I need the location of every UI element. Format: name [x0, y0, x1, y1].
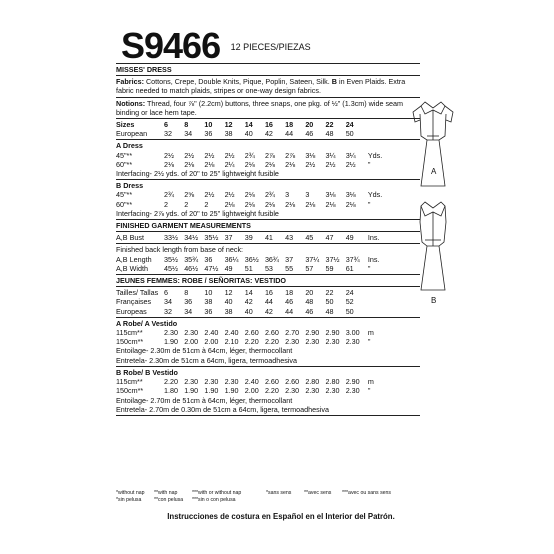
- row-label: 115cm**: [116, 328, 143, 338]
- table-cell: 40: [244, 306, 253, 316]
- table-cell: 46: [305, 306, 314, 316]
- row-label: 115cm**: [116, 377, 143, 387]
- table-cell: 2.40: [244, 377, 259, 387]
- spanish-instructions-note: Instrucciones de costura en Español en el Interior del Patrón.: [167, 512, 395, 521]
- table-cell: 37½: [325, 254, 340, 264]
- table-cell: 3⅛: [305, 150, 316, 160]
- a-robe-row: [116, 328, 420, 337]
- row-unit: Yds.: [367, 150, 383, 160]
- a-dress-row: [116, 160, 420, 169]
- table-cell: 2⅛: [244, 199, 255, 209]
- table-cell: 3¼: [345, 150, 356, 160]
- table-cell: 20: [305, 120, 314, 130]
- table-cell: 37¾: [345, 254, 360, 264]
- table-cell: 8: [184, 120, 189, 130]
- table-cell: 36: [204, 254, 213, 264]
- table-cell: 38: [204, 297, 213, 307]
- b-robe-row: [116, 386, 420, 395]
- table-cell: 39: [244, 233, 253, 243]
- table-cell: 2.00: [244, 386, 259, 396]
- table-cell: 2.90: [345, 377, 360, 387]
- b-robe-title: B Robe/ B Vestido: [116, 367, 178, 377]
- table-cell: 59: [325, 263, 334, 273]
- table-cell: 2¾: [244, 150, 255, 160]
- table-cell: 2⅛: [285, 159, 296, 169]
- table-cell: 2.80: [305, 377, 320, 387]
- pieces-count: 12 PIECES/PIEZAS: [230, 42, 311, 52]
- table-cell: 2⅛: [164, 159, 174, 169]
- table-cell: 2.30: [345, 386, 360, 396]
- table-cell: 2⅛: [184, 159, 195, 169]
- title-french-spanish: JEUNES FEMMES: ROBE / SEÑORITAS: VESTIDO: [116, 276, 286, 286]
- pattern-code: S9466: [121, 25, 221, 66]
- table-cell: 2.90: [305, 328, 320, 338]
- table-cell: 47½: [204, 263, 219, 273]
- francaises-row: [116, 297, 420, 306]
- table-cell: 6: [164, 120, 168, 130]
- table-cell: 35½: [164, 254, 178, 264]
- table-cell: 44: [285, 129, 294, 139]
- table-cell: 10: [204, 120, 213, 130]
- row-unit: m: [367, 328, 374, 338]
- table-cell: 2⅛: [305, 199, 316, 209]
- table-cell: 2.20: [264, 337, 279, 347]
- table-cell: 57: [305, 263, 314, 273]
- row-label: A,B Bust: [116, 233, 144, 243]
- table-cell: 47: [325, 233, 334, 243]
- table-cell: 51: [244, 263, 253, 273]
- yardage-chart: [116, 62, 420, 417]
- table-cell: 2½: [305, 159, 316, 169]
- table-cell: 2¾: [264, 190, 275, 200]
- row-unit: Ins.: [367, 254, 380, 264]
- table-cell: 53: [264, 263, 273, 273]
- row-label: Françaises: [116, 297, 152, 307]
- table-cell: 2.60: [285, 377, 300, 387]
- table-cell: 24: [345, 288, 354, 298]
- row-unit: ": [367, 263, 371, 273]
- europeas-row: [116, 307, 420, 316]
- table-cell: 35¾: [184, 254, 199, 264]
- table-cell: 2½: [164, 150, 174, 160]
- row-label: A,B Width: [116, 263, 148, 273]
- table-cell: 2.30: [305, 337, 320, 347]
- b-dress-interfacing: Interfacing- 2⅞ yds. of 20" to 25" lightweight fusible: [116, 208, 279, 218]
- table-cell: 2½: [184, 150, 195, 160]
- table-cell: 42: [244, 297, 253, 307]
- footnotes: *without nap *sin pelusa **with nap **con pelusa ***with or without nap ***sin o con pelusa *sans sens **avec sens ***avec ou sans sens: [116, 490, 392, 503]
- table-cell: 48: [305, 297, 314, 307]
- row-label: A,B Length: [116, 254, 152, 264]
- table-cell: 22: [325, 120, 334, 130]
- table-cell: 32: [164, 306, 172, 316]
- table-cell: 44: [285, 306, 294, 316]
- b-robe-entretela: Entretela- 2.70m de 0.30m de 51cm a 64cm, ligera, termoadhesiva: [116, 404, 329, 414]
- dress-a-sketch: [407, 96, 459, 192]
- table-cell: 36: [204, 129, 213, 139]
- table-cell: 2¼: [224, 159, 235, 169]
- table-cell: 2.30: [204, 377, 219, 387]
- table-cell: 2.90: [325, 328, 340, 338]
- table-cell: 2⅛: [345, 199, 356, 209]
- a-dress-interfacing: Interfacing- 2½ yds. of 20" to 25" lightweight fusible: [116, 169, 279, 179]
- table-cell: 2: [184, 199, 189, 209]
- table-cell: 49: [345, 233, 354, 243]
- table-cell: 41: [264, 233, 273, 243]
- a-robe-row: [116, 337, 420, 346]
- table-cell: 42: [264, 306, 273, 316]
- table-cell: 16: [264, 120, 273, 130]
- table-cell: 46½: [184, 263, 199, 273]
- table-cell: 22: [325, 288, 334, 298]
- table-cell: 45: [305, 233, 314, 243]
- sketch-b-label: B: [431, 296, 437, 305]
- table-cell: 2½: [325, 159, 336, 169]
- b-dress-title: B Dress: [116, 181, 144, 191]
- table-cell: 2.30: [285, 386, 300, 396]
- table-cell: 36¼: [224, 254, 239, 264]
- b-dress-row: [116, 190, 420, 199]
- back-length-title: Finished back length from base of neck:: [116, 245, 244, 255]
- finished-title: FINISHED GARMENT MEASUREMENTS: [116, 221, 251, 231]
- table-cell: 34½: [184, 233, 199, 243]
- table-cell: 2.60: [264, 377, 279, 387]
- a-robe-title: A Robe/ A Vestido: [116, 318, 178, 328]
- table-cell: 46: [305, 129, 314, 139]
- table-cell: 2½: [224, 150, 235, 160]
- length-row: [116, 255, 420, 264]
- table-cell: 18: [285, 288, 294, 298]
- b-robe-entoilage: Entoilage- 2.70m de 51cm à 64cm, léger, thermocollant: [116, 395, 293, 405]
- table-cell: 12: [224, 120, 233, 130]
- table-cell: 48: [325, 129, 334, 139]
- table-cell: 1.90: [204, 386, 219, 396]
- table-cell: 2½: [224, 190, 235, 200]
- table-cell: 2.30: [184, 328, 199, 338]
- european-row: [116, 129, 420, 138]
- table-cell: 2.80: [325, 377, 340, 387]
- sketch-a-label: A: [431, 167, 437, 176]
- table-cell: 2⅛: [244, 159, 255, 169]
- table-cell: 2⅝: [184, 190, 195, 200]
- table-cell: 2¾: [164, 190, 174, 200]
- table-cell: 18: [285, 120, 294, 130]
- table-cell: 42: [264, 129, 273, 139]
- width-row: [116, 264, 420, 273]
- table-cell: 43: [285, 233, 294, 243]
- table-cell: 1.80: [164, 386, 178, 396]
- table-cell: 12: [224, 288, 233, 298]
- table-cell: 40: [224, 297, 233, 307]
- row-label: 60"**: [116, 159, 133, 169]
- a-dress-row: [116, 151, 420, 160]
- table-cell: 37: [285, 254, 294, 264]
- table-cell: 2.70: [285, 328, 300, 338]
- table-cell: 24: [345, 120, 354, 130]
- table-cell: 55: [285, 263, 294, 273]
- table-cell: 37: [224, 233, 233, 243]
- row-label: European: [116, 129, 148, 139]
- table-cell: 1.90: [184, 386, 199, 396]
- table-cell: 14: [244, 120, 253, 130]
- table-cell: 3: [305, 190, 310, 200]
- table-cell: 2.30: [164, 328, 178, 338]
- table-cell: 50: [345, 306, 354, 316]
- table-cell: 2: [164, 199, 168, 209]
- table-cell: 2½: [345, 159, 356, 169]
- table-cell: 40: [244, 129, 253, 139]
- table-cell: 2: [204, 199, 209, 209]
- table-cell: 2⅛: [325, 199, 336, 209]
- row-unit: ": [367, 199, 371, 209]
- table-cell: 34: [184, 129, 193, 139]
- table-cell: 36: [184, 297, 193, 307]
- table-cell: 16: [264, 288, 273, 298]
- table-cell: 2.60: [244, 328, 259, 338]
- table-cell: 2.00: [204, 337, 219, 347]
- row-label: 45"**: [116, 150, 133, 160]
- table-cell: 2.20: [244, 337, 259, 347]
- table-cell: 2.40: [204, 328, 219, 338]
- table-cell: 36: [204, 306, 213, 316]
- table-cell: 2.30: [325, 386, 340, 396]
- table-cell: 2.30: [285, 337, 300, 347]
- table-cell: 49: [224, 263, 233, 273]
- table-cell: 2½: [204, 190, 215, 200]
- table-cell: 1.90: [164, 337, 178, 347]
- row-unit: ": [367, 337, 371, 347]
- table-cell: 2⅛: [204, 159, 215, 169]
- table-cell: 38: [224, 306, 233, 316]
- fabrics-text: Fabrics: Cottons, Crepe, Double Knits, Pique, Poplin, Sateen, Silk. B in Even Plaids. Extra fabric needed to match plaids, stripes or one-way design fabrics.: [116, 77, 406, 96]
- table-cell: 36¾: [264, 254, 279, 264]
- row-unit: ": [367, 159, 371, 169]
- row-label: Europeas: [116, 306, 147, 316]
- row-label: 150cm**: [116, 386, 144, 396]
- a-robe-entoilage: Entoilage- 2.30m de 51cm à 64cm, léger, thermocollant: [116, 346, 293, 356]
- title-english: MISSES' DRESS: [116, 65, 172, 74]
- row-unit: ": [367, 386, 371, 396]
- table-cell: 38: [224, 129, 233, 139]
- table-cell: 2.20: [264, 386, 279, 396]
- table-cell: 2.30: [325, 337, 340, 347]
- row-unit: Yds.: [367, 190, 383, 200]
- table-cell: 2.60: [264, 328, 279, 338]
- table-cell: 2.30: [224, 377, 239, 387]
- table-cell: 2⅛: [264, 199, 275, 209]
- table-cell: 10: [204, 288, 213, 298]
- a-dress-title: A Dress: [116, 141, 143, 151]
- a-robe-entretela: Entretela- 2.30m de 51cm a 64cm, ligera, termoadhesiva: [116, 355, 297, 365]
- table-cell: 52: [345, 297, 354, 307]
- notions-text: Notions: Thread, four ⅞" (2.2cm) buttons, three snaps, one pkg. of ½" (1.3cm) wide seam binding or lace hem tape.: [116, 98, 404, 117]
- bust-row: [116, 233, 420, 242]
- dress-b-sketch: [407, 196, 459, 296]
- table-cell: 2⅞: [285, 150, 296, 160]
- table-cell: 2.10: [224, 337, 239, 347]
- table-cell: 44: [264, 297, 273, 307]
- table-cell: 33½: [164, 233, 178, 243]
- sizes-row: [116, 120, 420, 129]
- row-label: 45"**: [116, 190, 133, 200]
- table-cell: 2.00: [184, 337, 199, 347]
- row-unit: Ins.: [367, 233, 380, 243]
- table-cell: 2⅛: [264, 159, 275, 169]
- table-cell: 8: [184, 288, 189, 298]
- table-cell: 50: [325, 297, 334, 307]
- b-robe-row: [116, 377, 420, 386]
- table-cell: 2⅛: [244, 190, 255, 200]
- table-cell: 48: [325, 306, 334, 316]
- tailles-row: [116, 288, 420, 297]
- table-cell: 2⅞: [264, 150, 275, 160]
- row-unit: m: [367, 377, 374, 387]
- table-cell: 34: [164, 297, 172, 307]
- table-cell: 2⅛: [224, 199, 235, 209]
- table-cell: 2⅛: [285, 199, 296, 209]
- row-label: Tailles/ Tallas: [116, 288, 159, 298]
- row-label: Sizes: [116, 120, 135, 130]
- table-cell: 3⅛: [345, 190, 356, 200]
- table-cell: 3¼: [325, 150, 336, 160]
- header: [121, 25, 311, 66]
- table-cell: 46: [285, 297, 294, 307]
- table-cell: 35½: [204, 233, 219, 243]
- table-cell: 3: [285, 190, 290, 200]
- b-dress-row: [116, 200, 420, 209]
- table-cell: 45½: [164, 263, 178, 273]
- table-cell: 2.30: [305, 386, 320, 396]
- table-cell: 3⅛: [325, 190, 336, 200]
- table-cell: 2.20: [164, 377, 178, 387]
- table-cell: 1.90: [224, 386, 239, 396]
- table-cell: 37¼: [305, 254, 320, 264]
- table-cell: 6: [164, 288, 168, 298]
- table-cell: 61: [345, 263, 354, 273]
- table-cell: 20: [305, 288, 314, 298]
- table-cell: 2.40: [224, 328, 239, 338]
- row-label: 150cm**: [116, 337, 144, 347]
- table-cell: 34: [184, 306, 193, 316]
- table-cell: 36½: [244, 254, 259, 264]
- table-cell: 2.30: [345, 337, 360, 347]
- table-cell: 14: [244, 288, 253, 298]
- row-label: 60"**: [116, 199, 133, 209]
- table-cell: 3.00: [345, 328, 360, 338]
- table-cell: 2.30: [184, 377, 199, 387]
- table-cell: 32: [164, 129, 172, 139]
- table-cell: 50: [345, 129, 354, 139]
- table-cell: 2½: [204, 150, 215, 160]
